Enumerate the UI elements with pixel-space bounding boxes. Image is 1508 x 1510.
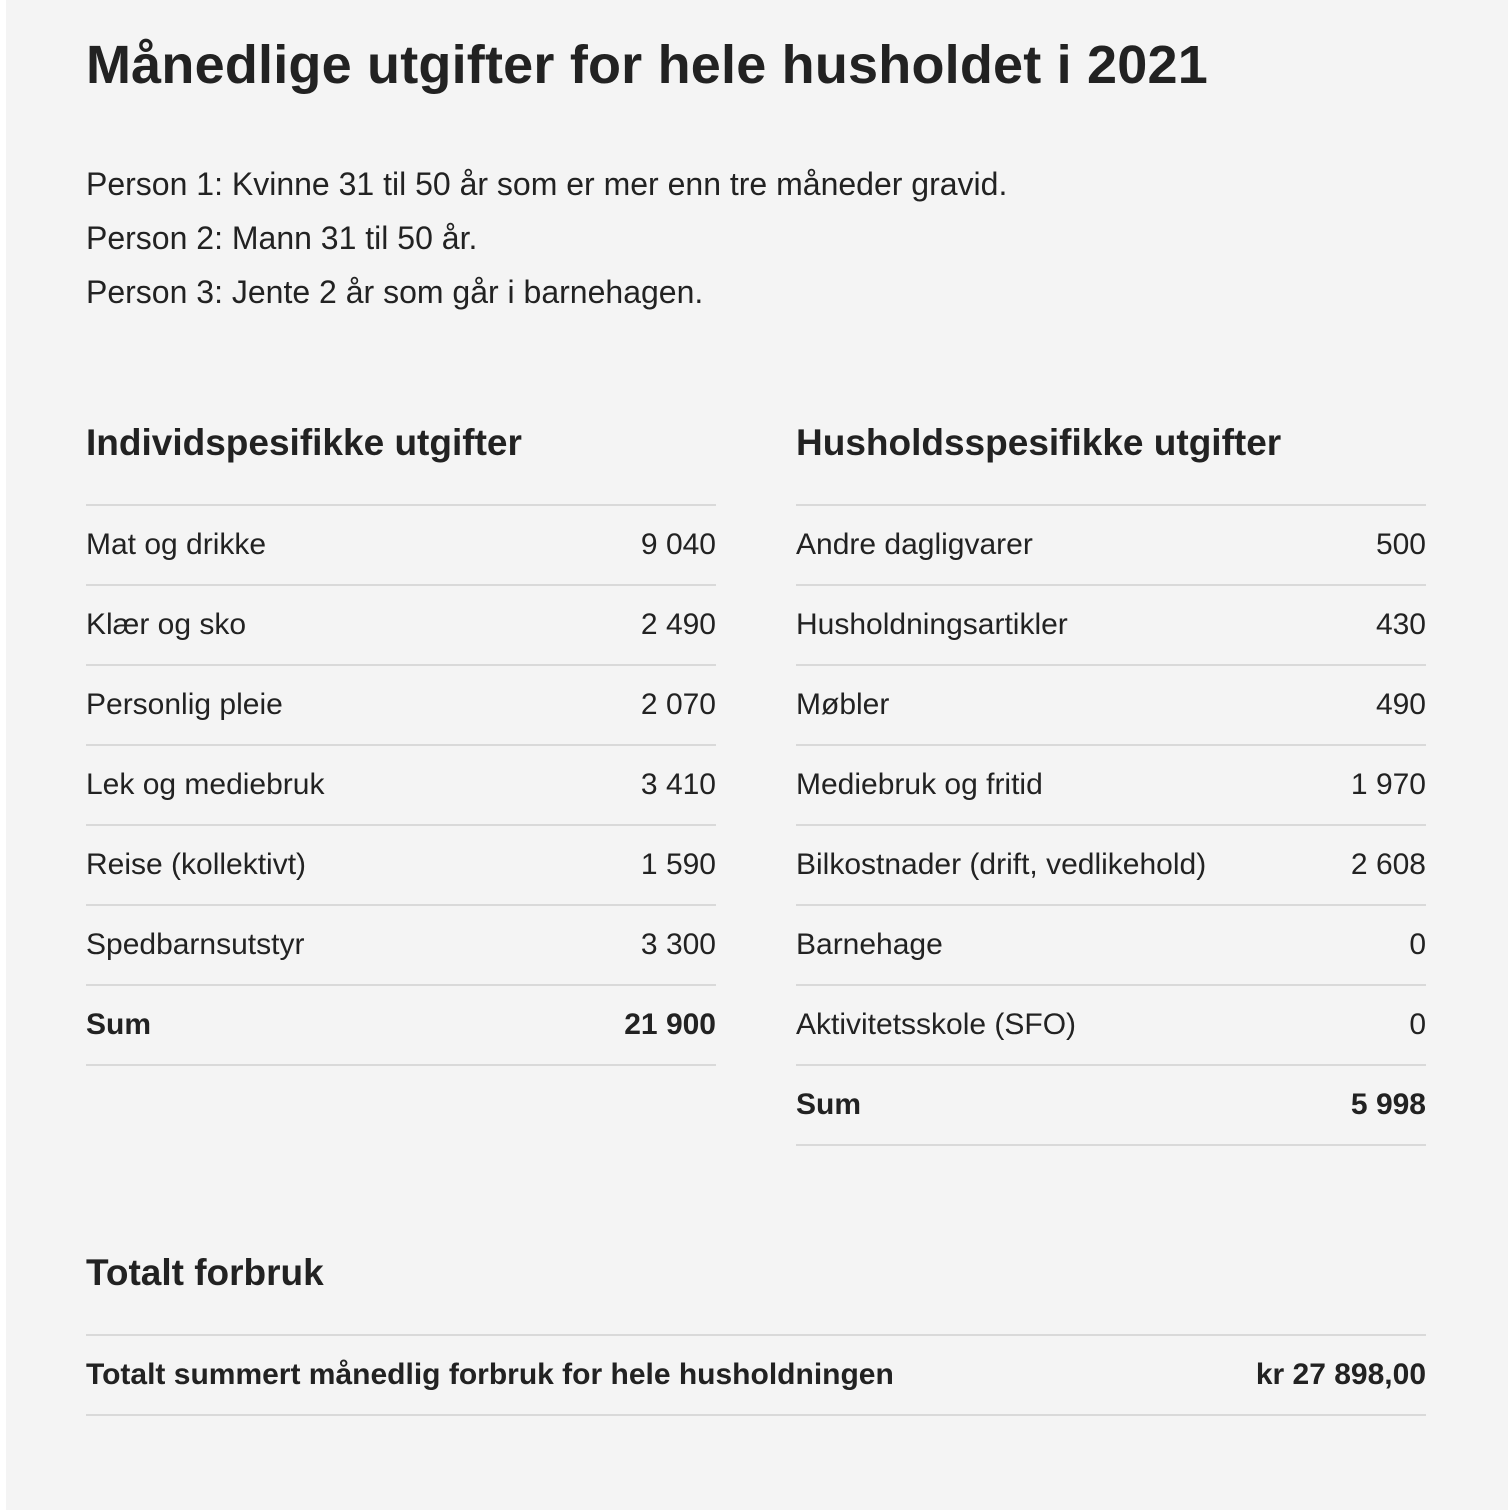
row-label: Klær og sko — [86, 608, 247, 641]
person-list — [86, 157, 1007, 319]
content-panel — [6, 0, 1508, 1510]
table-row — [86, 826, 716, 906]
sum-label: Sum — [796, 1088, 862, 1121]
total-label: Totalt summert månedlig forbruk for hele husholdningen — [86, 1358, 894, 1391]
row-value: 3 300 — [640, 928, 716, 961]
total-value: kr 27 898,00 — [1255, 1358, 1426, 1391]
row-value: 1 590 — [640, 848, 716, 881]
household-expenses-heading: Husholdsspesifikke utgifter — [796, 422, 1282, 463]
individual-expenses-heading: Individspesifikke utgifter — [86, 422, 522, 463]
household-expenses-table — [796, 504, 1426, 1146]
table-row — [796, 986, 1426, 1066]
row-label: Mediebruk og fritid — [796, 768, 1043, 801]
table-row — [796, 586, 1426, 666]
individual-expenses-table — [86, 504, 716, 1066]
row-value: 9 040 — [640, 528, 716, 561]
person-item: Person 2: Mann 31 til 50 år. — [86, 220, 478, 256]
row-value: 2 070 — [640, 688, 716, 721]
row-label: Personlig pleie — [86, 688, 283, 721]
table-row — [86, 666, 716, 746]
row-value: 500 — [1375, 528, 1426, 561]
row-label: Aktivitetsskole (SFO) — [796, 1008, 1077, 1041]
total-row — [86, 1336, 1426, 1416]
table-row — [796, 746, 1426, 826]
sum-label: Sum — [86, 1008, 152, 1041]
row-value: 2 490 — [640, 608, 716, 641]
row-label: Barnehage — [796, 928, 943, 961]
page-title: Månedlige utgifter for hele husholdet i 2021 — [86, 35, 1208, 95]
row-value: 0 — [1409, 1008, 1426, 1041]
table-row — [796, 906, 1426, 986]
table-row — [796, 826, 1426, 906]
row-label: Møbler — [796, 688, 890, 721]
row-label: Bilkostnader (drift, vedlikehold) — [796, 848, 1207, 881]
table-row — [86, 746, 716, 826]
table-row — [86, 586, 716, 666]
row-value: 0 — [1409, 928, 1426, 961]
total-table — [86, 1334, 1426, 1416]
sum-row — [86, 986, 716, 1066]
row-label: Husholdningsartikler — [796, 608, 1068, 641]
row-label: Mat og drikke — [86, 528, 267, 561]
row-value: 1 970 — [1350, 768, 1426, 801]
row-label: Lek og mediebruk — [86, 768, 325, 801]
sum-row — [796, 1066, 1426, 1146]
table-row — [796, 506, 1426, 586]
total-heading: Totalt forbruk — [86, 1252, 324, 1293]
table-row — [86, 506, 716, 586]
sum-value: 21 900 — [624, 1008, 716, 1041]
row-value: 2 608 — [1350, 848, 1426, 881]
row-value: 430 — [1375, 608, 1426, 641]
row-label: Spedbarnsutstyr — [86, 928, 305, 961]
person-item: Person 1: Kvinne 31 til 50 år som er mer enn tre måneder gravid. — [86, 166, 1008, 202]
sum-value: 5 998 — [1350, 1088, 1426, 1121]
table-row — [796, 666, 1426, 746]
person-item: Person 3: Jente 2 år som går i barnehagen. — [86, 274, 704, 310]
table-row — [86, 906, 716, 986]
row-value: 3 410 — [640, 768, 716, 801]
row-label: Reise (kollektivt) — [86, 848, 307, 881]
row-value: 490 — [1375, 688, 1426, 721]
row-label: Andre dagligvarer — [796, 528, 1033, 561]
